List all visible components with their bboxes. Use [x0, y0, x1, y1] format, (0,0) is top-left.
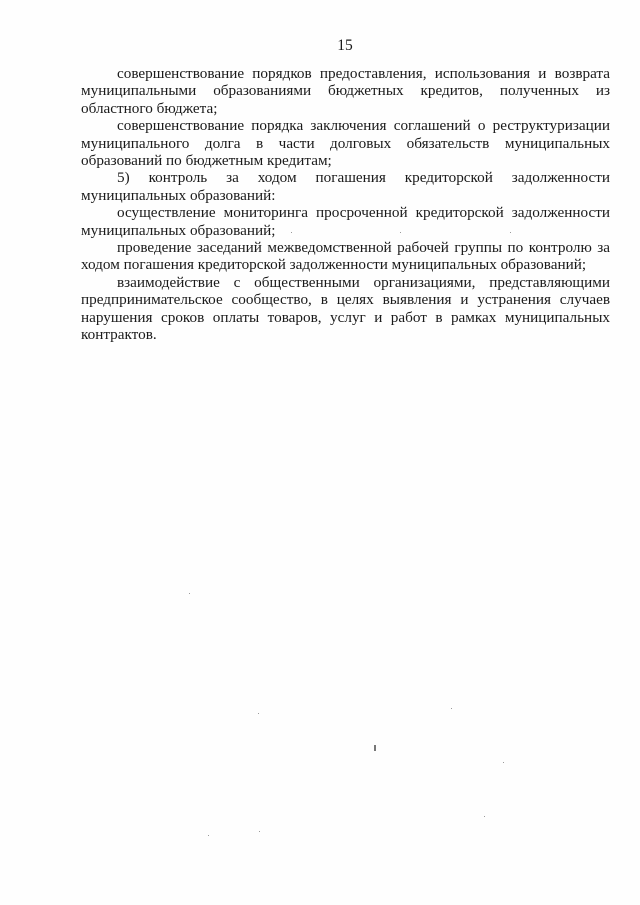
document-body: [81, 65, 610, 344]
scan-speck: [484, 816, 485, 817]
scan-speck: [400, 232, 401, 233]
paragraph-public-organizations: взаимодействие с общественными организациями, представляющими предпринимательское сообщество, в целях выявления и устранения случаев нарушения сроков оплаты товаров, услуг и работ в рамках муниципальных контрактов.: [81, 273, 610, 344]
paragraph-item-5-control: 5) контроль за ходом погашения кредиторской задолженности муниципальных образований:: [81, 169, 610, 204]
scan-speck: [374, 745, 376, 751]
scan-speck: [189, 593, 190, 594]
scan-speck: [291, 232, 292, 233]
paragraph-monitoring: осуществление мониторинга просроченной кредиторской задолженности муниципальных образований;: [81, 204, 610, 239]
paragraph-working-group: проведение заседаний межведомственной рабочей группы по контролю за ходом погашения кредиторской задолженности муниципальных образований;: [81, 239, 610, 274]
scan-speck: [259, 831, 260, 832]
paragraph-debt-restructuring: совершенствование порядка заключения соглашений о реструктуризации муниципального долга в части долговых обязательств муниципальных образований по бюджетным кредитам;: [81, 117, 610, 170]
page-number: 15: [337, 37, 353, 54]
scan-speck: [258, 713, 259, 714]
paragraph-budget-loans: совершенствование порядков предоставления, использования и возврата муниципальными образованиями бюджетных кредитов, полученных из областного бюджета;: [81, 65, 610, 117]
scan-speck: [510, 232, 511, 233]
scan-speck: [451, 708, 452, 709]
scan-speck: [208, 835, 209, 836]
scan-speck: [503, 762, 504, 763]
